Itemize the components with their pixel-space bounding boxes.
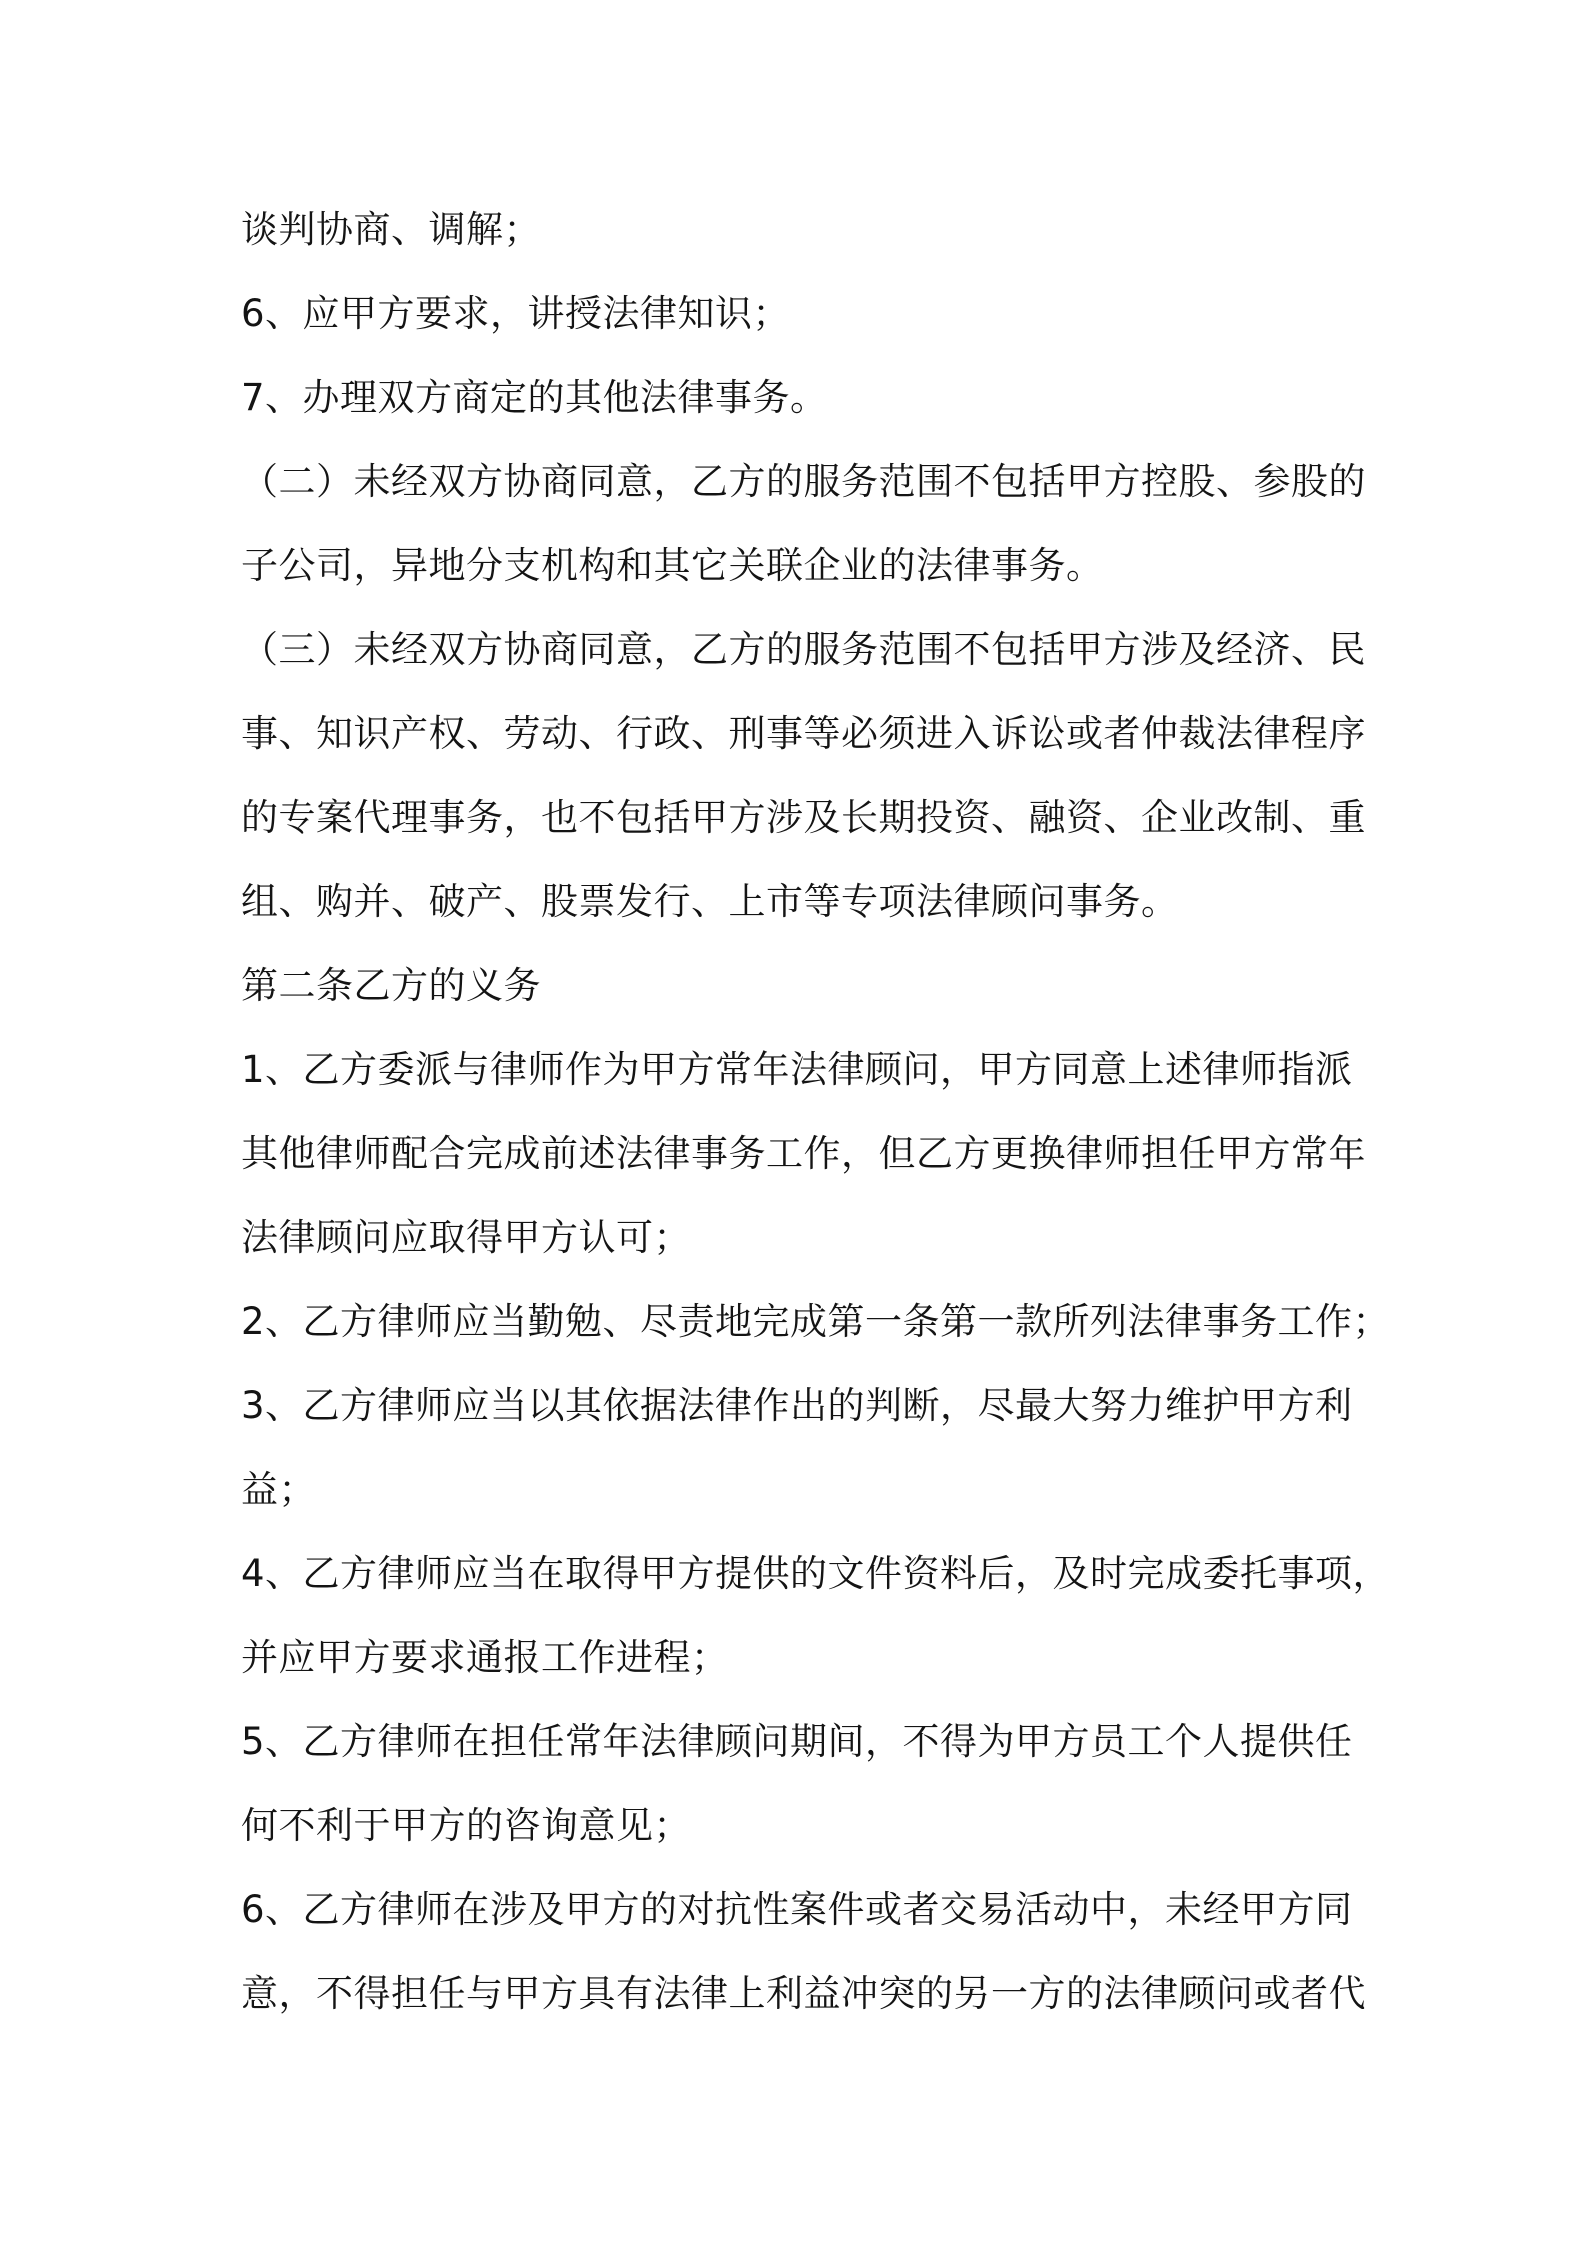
text-line: 何不利于甲方的咨询意见；	[241, 1804, 691, 1847]
text-line: 益；	[241, 1468, 316, 1511]
text-line: 6、应甲方要求，讲授法律知识；	[241, 292, 791, 335]
text-line: 3、乙方律师应当以其依据法律作出的判断，尽最大努力维护甲方利	[241, 1384, 1353, 1427]
text-line: 5、乙方律师在担任常年法律顾问期间，不得为甲方员工个人提供任	[241, 1720, 1353, 1763]
text-line: 事、知识产权、劳动、行政、刑事等必须进入诉讼或者仲裁法律程序	[241, 712, 1366, 755]
text-line: 并应甲方要求通报工作进程；	[241, 1636, 729, 1679]
section-heading: 第二条乙方的义务	[241, 964, 541, 1007]
document-body	[241, 188, 1391, 2036]
text-line: 法律顾问应取得甲方认可；	[241, 1216, 691, 1259]
text-line: 4、乙方律师应当在取得甲方提供的文件资料后，及时完成委托事项，	[241, 1552, 1391, 1595]
text-line: 组、购并、破产、股票发行、上市等专项法律顾问事务。	[241, 880, 1179, 923]
text-line: 6、乙方律师在涉及甲方的对抗性案件或者交易活动中，未经甲方同	[241, 1888, 1353, 1931]
text-line: 的专案代理事务，也不包括甲方涉及长期投资、融资、企业改制、重	[241, 796, 1366, 839]
text-line: 意，不得担任与甲方具有法律上利益冲突的另一方的法律顾问或者代	[241, 1972, 1366, 2015]
text-line: 1、乙方委派与律师作为甲方常年法律顾问，甲方同意上述律师指派	[241, 1048, 1353, 1091]
text-line: 子公司，异地分支机构和其它关联企业的法律事务。	[241, 544, 1104, 587]
text-line: （二）未经双方协商同意，乙方的服务范围不包括甲方控股、参股的	[241, 460, 1366, 503]
text-line: （三）未经双方协商同意，乙方的服务范围不包括甲方涉及经济、民	[241, 628, 1366, 671]
text-line: 7、办理双方商定的其他法律事务。	[241, 376, 828, 419]
text-line: 谈判协商、调解；	[241, 208, 541, 251]
text-line: 其他律师配合完成前述法律事务工作，但乙方更换律师担任甲方常年	[241, 1132, 1366, 1175]
text-line: 2、乙方律师应当勤勉、尽责地完成第一条第一款所列法律事务工作；	[241, 1300, 1391, 1343]
